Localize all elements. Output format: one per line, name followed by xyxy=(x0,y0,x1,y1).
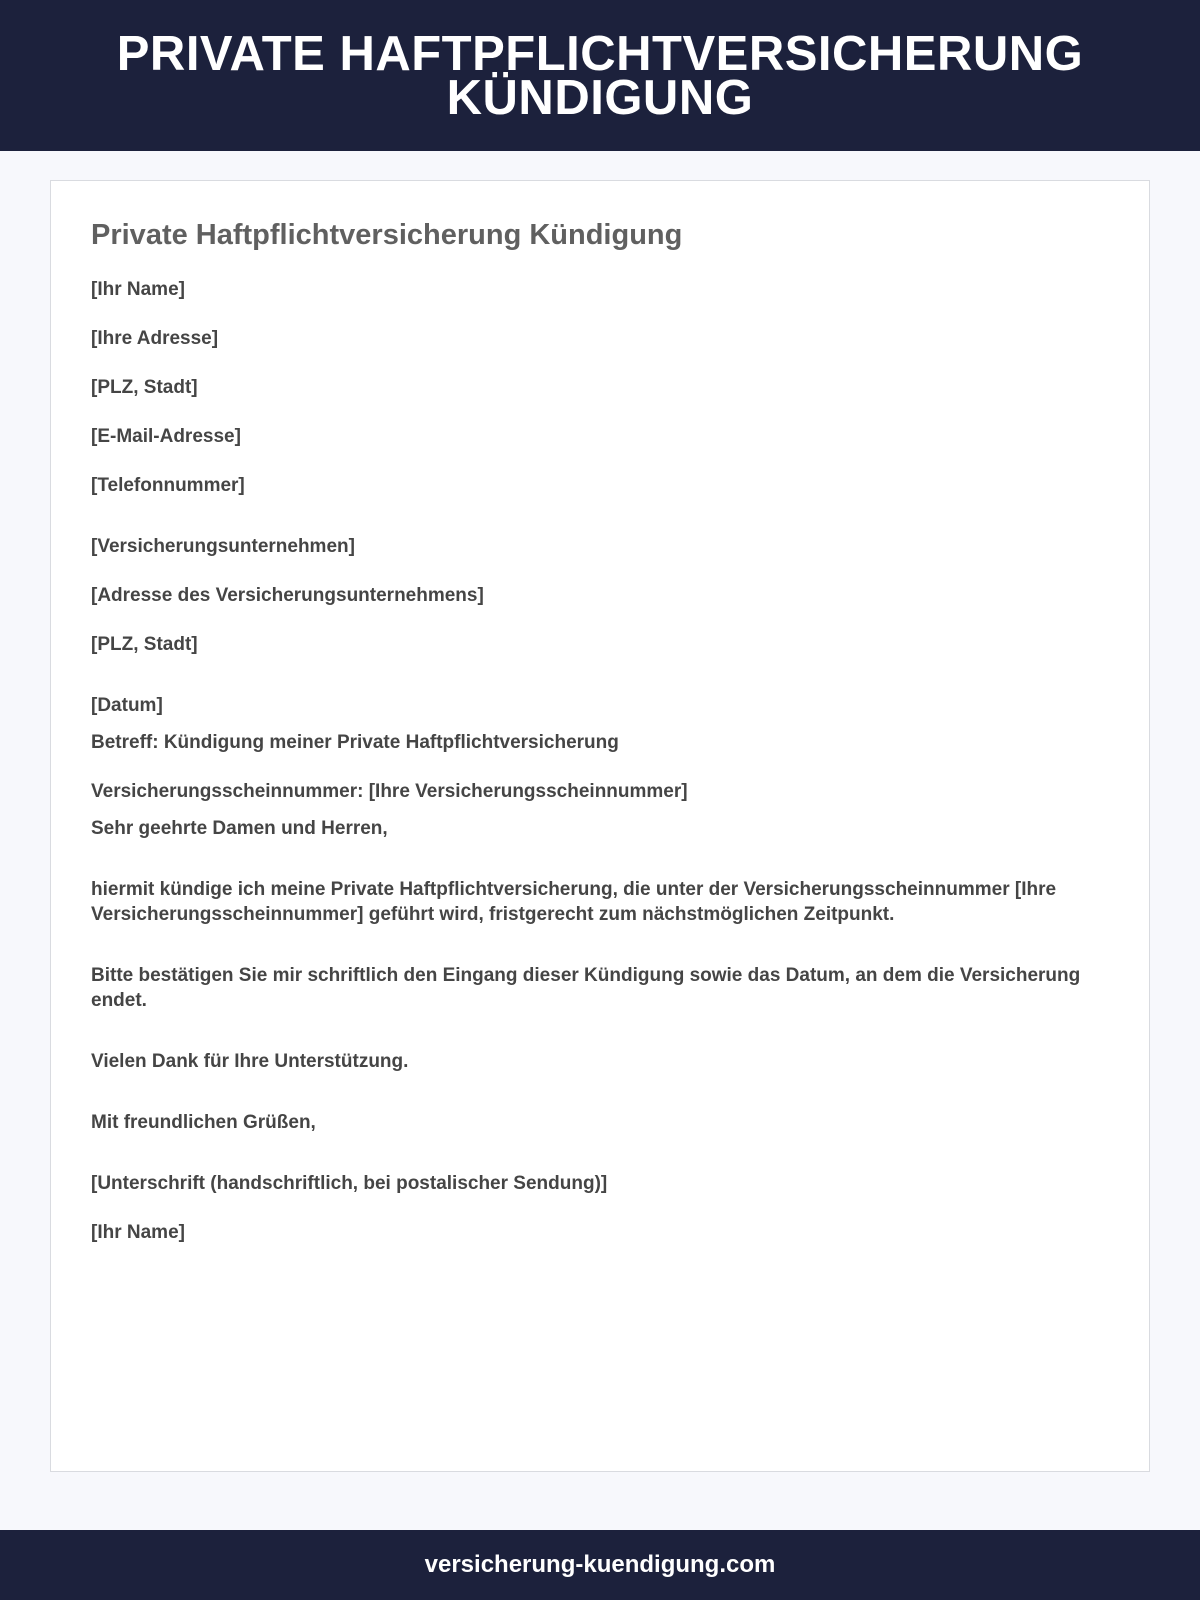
body-paragraph-2: Bitte bestätigen Sie mir schriftlich den Eingang dieser Kündigung sowie das Datum, an dem die Versicherung endet. xyxy=(91,965,1081,1011)
thanks-line: Vielen Dank für Ihre Unterstützung. xyxy=(91,1051,409,1072)
footer-site-link[interactable]: versicherung-kuendigung.com xyxy=(424,1551,776,1578)
sender-address: [Ihre Adresse] xyxy=(91,328,219,349)
sender-city: [PLZ, Stadt] xyxy=(91,377,198,398)
page-title: PRIVATE HAFTPFLICHTVERSICHERUNG KÜNDIGUNG xyxy=(116,26,1084,125)
sender-name: [Ihr Name] xyxy=(91,279,185,300)
letter-subject: Betreff: Kündigung meiner Private Haftpflichtversicherung xyxy=(91,732,619,753)
recipient-company: [Versicherungsunternehmen] xyxy=(91,536,355,557)
recipient-address: [Adresse des Versicherungsunternehmens] xyxy=(91,585,484,606)
sender-email: [E-Mail-Adresse] xyxy=(91,426,241,447)
signature-line: [Unterschrift (handschriftlich, bei postalischer Sendung)] xyxy=(91,1173,608,1194)
signature-name: [Ihr Name] xyxy=(91,1222,185,1243)
letter-card xyxy=(50,180,1150,1472)
closing-line: Mit freundlichen Grüßen, xyxy=(91,1112,316,1133)
sender-phone: [Telefonnummer] xyxy=(91,475,245,496)
header-banner xyxy=(0,0,1200,151)
letter-date: [Datum] xyxy=(91,695,163,716)
recipient-city: [PLZ, Stadt] xyxy=(91,634,198,655)
policy-number: Versicherungsscheinnummer: [Ihre Versicherungsscheinnummer] xyxy=(91,781,688,802)
letter-title: Private Haftpflichtversicherung Kündigung xyxy=(91,219,683,251)
salutation: Sehr geehrte Damen und Herren, xyxy=(91,818,388,839)
footer-banner xyxy=(0,1530,1200,1600)
body-paragraph-1: hiermit kündige ich meine Private Haftpflichtversicherung, die unter der Versicherungsscheinnummer [Ihre Versicherungsscheinnummer] geführt wird, fristgerecht zum nächstmöglichen Zeitpunkt. xyxy=(91,879,1057,925)
